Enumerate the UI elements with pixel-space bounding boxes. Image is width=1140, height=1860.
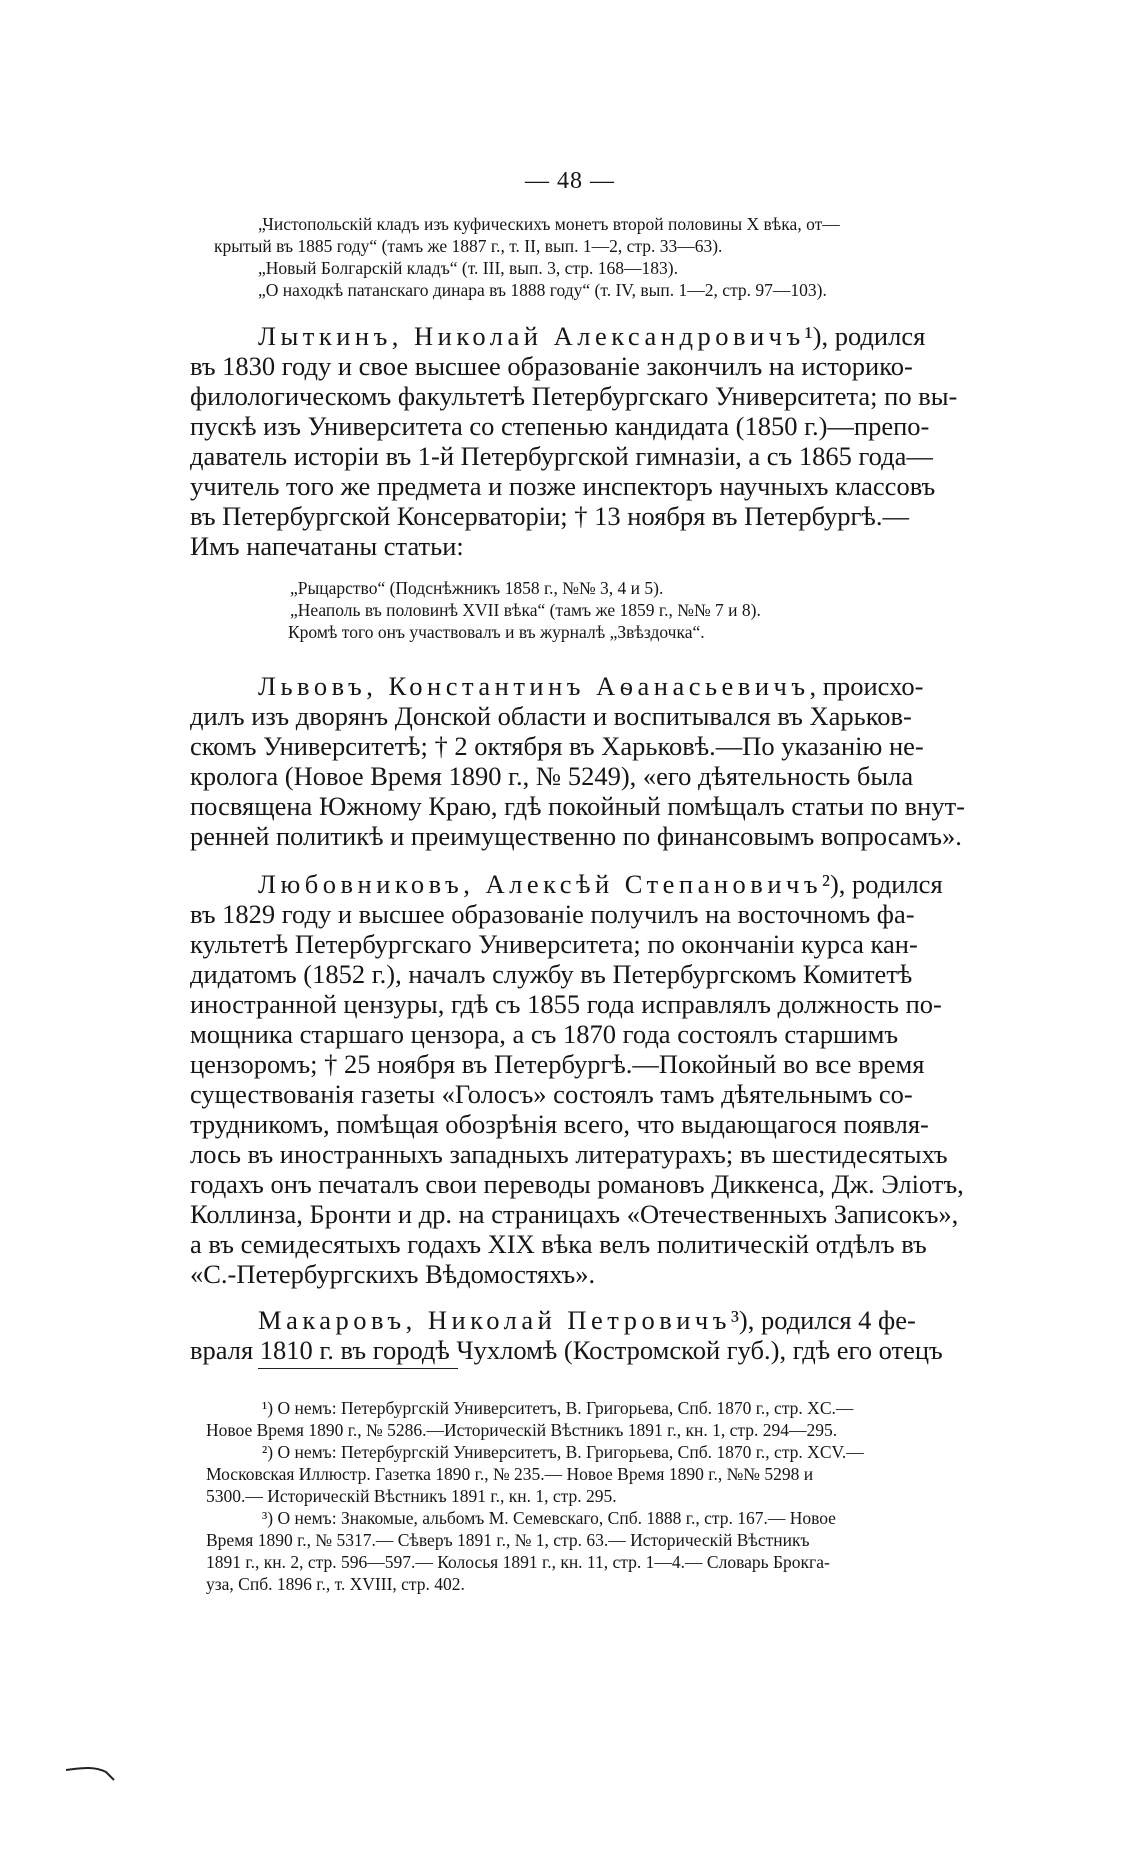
entry-line: Коллинза, Бронти и др. на страницахъ «Отечественныхъ Записокъ», (190, 1199, 959, 1229)
list-item: „Новый Болгарскій кладъ“ (т. III, вып. 3, стр. 168—183). (258, 258, 678, 278)
list-item: крытый въ 1885 году“ (тамъ же 1887 г., т. II, вып. 1—2, стр. 33—63). (214, 236, 723, 256)
entry-line: филологическомъ факультетѣ Петербургскаго Университета; по вы- (190, 381, 958, 411)
entry-line: годахъ онъ печаталъ свои переводы романовъ Диккенса, Дж. Эліотъ, (190, 1169, 964, 1199)
footnote-line: Время 1890 г., № 5317.— Сѣверъ 1891 г., № 1, стр. 63.— Историческій Вѣстникъ (206, 1530, 810, 1550)
list-item: „Неаполь въ половинѣ XVII вѣка“ (тамъ же 1859 г., №№ 7 и 8). (290, 600, 761, 620)
entry-line: посвящена Южному Краю, гдѣ покойный помѣщалъ статьи по внут- (190, 791, 966, 821)
list-item: Кромѣ того онъ участвовалъ и въ журналѣ „Звѣздочка“. (288, 622, 705, 642)
entry-name: Любовниковъ, Алексѣй Степановичъ (258, 869, 823, 899)
footnote-line: ³) О немъ: Знакомые, альбомъ М. Семевскаго, Спб. 1888 г., стр. 167.— Новое (262, 1508, 836, 1528)
entry-line: существованія газеты «Голосъ» состоялъ тамъ дѣятельнымъ со- (190, 1079, 913, 1109)
list-item: „Чистопольскій кладъ изъ куфическихъ монетъ второй половины X вѣка, от— (258, 214, 840, 234)
footnote-line: ²) О немъ: Петербургскій Университетъ, В. Григорьева, Спб. 1870 г., стр. XCV.— (262, 1442, 864, 1462)
list-item: „Рыцарство“ (Подснѣжникъ 1858 г., №№ 3, 4 и 5). (290, 578, 664, 598)
entry-makarov-first-line (258, 1306, 916, 1334)
footnote-line: 1891 г., кн. 2, стр. 596—597.— Колосья 1891 г., кн. 11, стр. 1—4.— Словарь Брокга- (206, 1552, 830, 1572)
entry-line: въ 1829 году и высшее образованіе получилъ на восточномъ фа- (190, 899, 915, 929)
entry-line: лось въ иностранныхъ западныхъ литературахъ; въ шестидесятыхъ (190, 1139, 948, 1169)
entry-line: ренней политикѣ и преимущественно по финансовымъ вопросамъ». (190, 821, 962, 851)
entry-line: а въ семидесятыхъ годахъ XIX вѣка велъ политическій отдѣлъ въ (190, 1229, 927, 1259)
entry-line: въ Петербургской Консерваторіи; † 13 ноября въ Петербургѣ.— (190, 501, 909, 531)
entry-name: Лыткинъ, Николай Александровичъ (258, 321, 805, 351)
entry-text: ²), родился (822, 869, 943, 899)
scan-mark-icon (64, 1760, 124, 1784)
page-number: — 48 — (525, 168, 615, 194)
entry-line: враля 1810 г. въ городѣ Чухломѣ (Костромской губ.), гдѣ его отецъ (190, 1335, 943, 1365)
entry-name: Львовъ, Константинъ Аѳанасьевичъ (258, 671, 810, 701)
entry-line: «С.-Петербургскихъ Вѣдомостяхъ». (190, 1259, 596, 1289)
entry-lvov-first-line (258, 672, 923, 700)
footnote-line: Новое Время 1890 г., № 5286.—Историческій Вѣстникъ 1891 г., кн. 1, стр. 294—295. (206, 1420, 838, 1440)
entry-text: , происхо- (809, 671, 924, 701)
entry-text: ³), родился 4 фе- (730, 1305, 916, 1335)
entry-line: мощника старшаго цензора, а съ 1870 года состоялъ старшимъ (190, 1019, 899, 1049)
footnote-line: ¹) О немъ: Петербургскій Университетъ, В. Григорьева, Спб. 1870 г., стр. XC.— (262, 1398, 854, 1418)
entry-name: Макаровъ, Николай Петровичъ (258, 1305, 731, 1335)
entry-text: ¹), родился (804, 321, 926, 351)
entry-line: учитель того же предмета и позже инспекторъ научныхъ классовъ (190, 471, 936, 501)
entry-line: цензоромъ; † 25 ноября въ Петербургѣ.—Покойный во все время (190, 1049, 925, 1079)
entry-line: дидатомъ (1852 г.), началъ службу въ Петербургскомъ Комитетѣ (190, 959, 913, 989)
entry-line: скомъ Университетѣ; † 2 октября въ Харьковѣ.—По указанію не- (190, 731, 924, 761)
footnote-line: уза, Спб. 1896 г., т. XVIII, стр. 402. (206, 1574, 465, 1594)
footnote-line: Московская Иллюстр. Газетка 1890 г., № 235.— Новое Время 1890 г., №№ 5298 и (206, 1464, 814, 1484)
entry-line: въ 1830 году и свое высшее образованіе закончилъ на историко- (190, 351, 913, 381)
entry-line: кролога (Новое Время 1890 г., № 5249), «его дѣятельность была (190, 761, 914, 791)
footnote-line: 5300.— Историческій Вѣстникъ 1891 г., кн. 1, стр. 295. (206, 1486, 617, 1506)
entry-lubovnikov-first-line (258, 870, 943, 898)
entry-line: культетѣ Петербургскаго Университета; по окончаніи курса кан- (190, 929, 918, 959)
entry-line: даватель исторіи въ 1-й Петербургской гимназіи, а съ 1865 года— (190, 441, 933, 471)
entry-line: трудникомъ, помѣщая обозрѣнія всего, что выдающагося появля- (190, 1109, 929, 1139)
footnote-rule (258, 1368, 458, 1369)
entry-line: пускѣ изъ Университета со степенью кандидата (1850 г.)—препо- (190, 411, 930, 441)
list-item: „О находкѣ патанскаго динара въ 1888 году“ (т. IV, вып. 1—2, стр. 97—103). (258, 280, 827, 300)
entry-lytkin-first-line (258, 322, 925, 350)
entry-line: иностранной цензуры, гдѣ съ 1855 года исправлялъ должность по- (190, 989, 942, 1019)
entry-line: дилъ изъ дворянъ Донской области и воспитывался въ Харьков- (190, 701, 912, 731)
entry-line: Имъ напечатаны статьи: (190, 531, 464, 561)
